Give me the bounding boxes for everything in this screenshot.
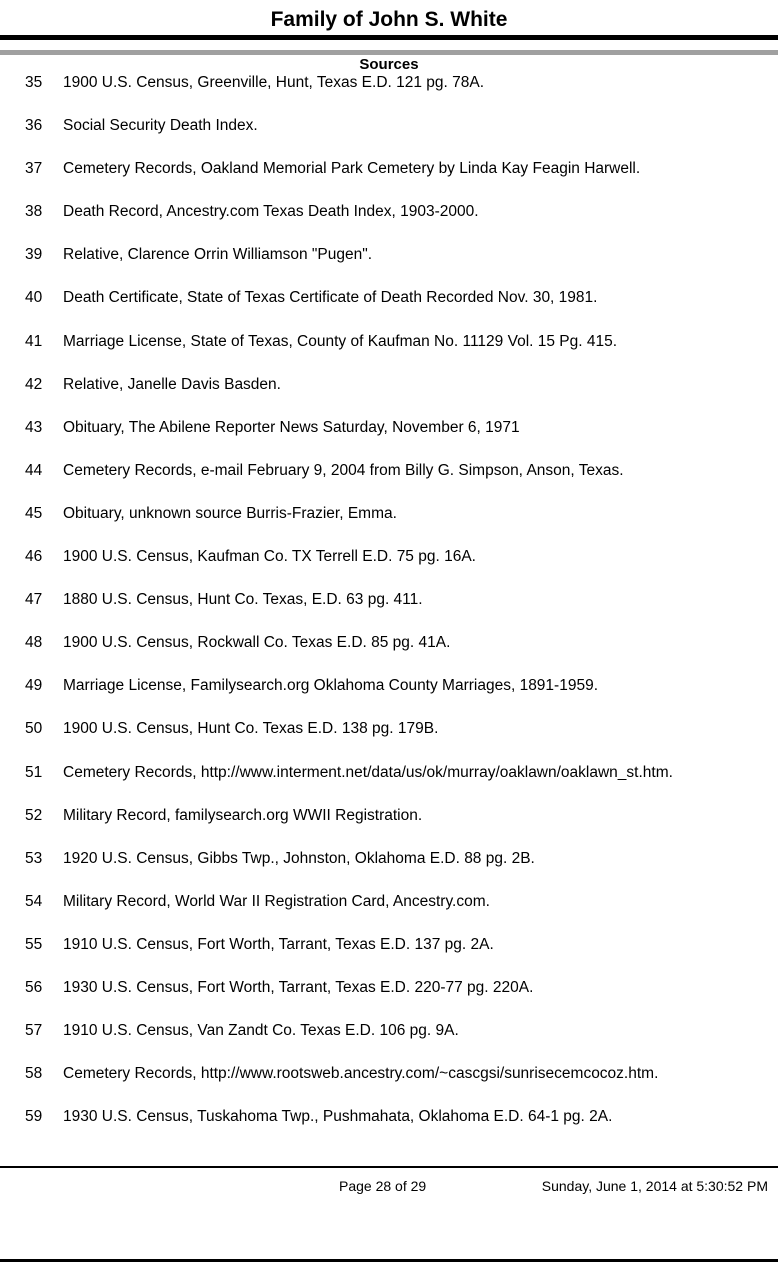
title-divider — [0, 35, 778, 40]
source-entry — [0, 72, 778, 115]
source-citation: Relative, Janelle Davis Basden. — [63, 375, 281, 393]
source-citation: 1880 U.S. Census, Hunt Co. Texas, E.D. 63 pg. 411. — [63, 591, 423, 609]
source-entry — [0, 1020, 778, 1063]
source-entry — [0, 201, 778, 244]
source-number: 37 — [25, 160, 43, 178]
document-title: Family of John S. White — [270, 8, 508, 31]
source-number: 51 — [25, 763, 43, 781]
source-number: 42 — [25, 375, 43, 393]
source-entry — [0, 158, 778, 201]
source-citation: 1930 U.S. Census, Tuskahoma Twp., Pushmahata, Oklahoma E.D. 64-1 pg. 2A. — [63, 1108, 613, 1126]
source-number: 50 — [25, 720, 43, 738]
source-citation: Marriage License, Familysearch.org Oklahoma County Marriages, 1891-1959. — [63, 677, 598, 695]
source-number: 47 — [25, 591, 43, 609]
section-heading: Sources — [359, 56, 419, 73]
source-number: 46 — [25, 548, 43, 566]
source-citation: Social Security Death Index. — [63, 117, 258, 135]
bottom-border — [0, 1259, 778, 1262]
source-citation: Cemetery Records, http://www.rootsweb.ancestry.com/~cascgsi/sunrisecemcocoz.htm. — [63, 1065, 659, 1083]
source-citation: 1900 U.S. Census, Kaufman Co. TX Terrell E.D. 75 pg. 16A. — [63, 548, 476, 566]
source-number: 58 — [25, 1065, 43, 1083]
source-citation: 1920 U.S. Census, Gibbs Twp., Johnston, Oklahoma E.D. 88 pg. 2B. — [63, 849, 535, 867]
source-citation: Obituary, The Abilene Reporter News Saturday, November 6, 1971 — [63, 418, 520, 436]
source-number: 45 — [25, 504, 43, 522]
source-number: 38 — [25, 203, 43, 221]
source-number: 57 — [25, 1022, 43, 1040]
source-citation: Death Record, Ancestry.com Texas Death Index, 1903-2000. — [63, 203, 479, 221]
source-number: 35 — [25, 74, 43, 91]
source-number: 56 — [25, 978, 43, 996]
page-number: Page 28 of 29 — [339, 1178, 427, 1194]
print-timestamp: Sunday, June 1, 2014 at 5:30:52 PM — [541, 1178, 768, 1194]
source-entry — [0, 417, 778, 460]
footer-divider — [0, 1166, 778, 1168]
source-number: 39 — [25, 246, 43, 264]
source-citation: Cemetery Records, http://www.interment.net/data/us/ok/murray/oaklawn/oaklawn_st.htm. — [63, 763, 673, 781]
source-number: 55 — [25, 935, 43, 953]
source-entry — [0, 287, 778, 330]
source-citation: 1930 U.S. Census, Fort Worth, Tarrant, Texas E.D. 220-77 pg. 220A. — [63, 978, 534, 996]
source-number: 40 — [25, 289, 43, 307]
source-entry — [0, 546, 778, 589]
source-citation: 1910 U.S. Census, Van Zandt Co. Texas E.D. 106 pg. 9A. — [63, 1022, 459, 1040]
source-citation: Death Certificate, State of Texas Certificate of Death Recorded Nov. 30, 1981. — [63, 289, 598, 307]
source-entry — [0, 589, 778, 632]
source-number: 41 — [25, 332, 43, 350]
source-entry — [0, 1063, 778, 1106]
section-divider — [0, 50, 778, 55]
source-entry — [0, 374, 778, 417]
source-entry — [0, 331, 778, 374]
source-citation: Military Record, World War II Registration Card, Ancestry.com. — [63, 892, 490, 910]
source-citation: 1900 U.S. Census, Rockwall Co. Texas E.D. 85 pg. 41A. — [63, 634, 451, 652]
source-citation: 1900 U.S. Census, Greenville, Hunt, Texas E.D. 121 pg. 78A. — [63, 74, 485, 91]
sources-list — [0, 72, 778, 1149]
source-number: 53 — [25, 849, 43, 867]
source-number: 43 — [25, 418, 43, 436]
source-citation: Military Record, familysearch.org WWII Registration. — [63, 806, 423, 824]
source-citation: Obituary, unknown source Burris-Frazier, Emma. — [63, 504, 397, 522]
source-entry — [0, 115, 778, 158]
source-citation: Cemetery Records, Oakland Memorial Park Cemetery by Linda Kay Feagin Harwell. — [63, 160, 641, 178]
source-entry — [0, 718, 778, 761]
source-entry — [0, 632, 778, 675]
source-entry — [0, 977, 778, 1020]
source-entry — [0, 675, 778, 718]
source-number: 49 — [25, 677, 43, 695]
source-entry — [0, 805, 778, 848]
source-entry — [0, 891, 778, 934]
source-entry — [0, 244, 778, 287]
source-entry — [0, 848, 778, 891]
source-number: 52 — [25, 806, 43, 824]
source-citation: Marriage License, State of Texas, County of Kaufman No. 11129 Vol. 15 Pg. 415. — [63, 332, 618, 350]
source-citation: Relative, Clarence Orrin Williamson "Pugen". — [63, 246, 373, 264]
source-entry — [0, 1106, 778, 1149]
source-number: 59 — [25, 1108, 43, 1126]
source-citation: Cemetery Records, e-mail February 9, 2004 from Billy G. Simpson, Anson, Texas. — [63, 461, 624, 479]
source-number: 36 — [25, 117, 43, 135]
source-number: 54 — [25, 892, 43, 910]
source-entry — [0, 460, 778, 503]
source-entry — [0, 934, 778, 977]
source-number: 48 — [25, 634, 43, 652]
source-entry — [0, 503, 778, 546]
source-citation: 1910 U.S. Census, Fort Worth, Tarrant, Texas E.D. 137 pg. 2A. — [63, 935, 494, 953]
source-entry — [0, 762, 778, 805]
source-citation: 1900 U.S. Census, Hunt Co. Texas E.D. 138 pg. 179B. — [63, 720, 439, 738]
source-number: 44 — [25, 461, 43, 479]
